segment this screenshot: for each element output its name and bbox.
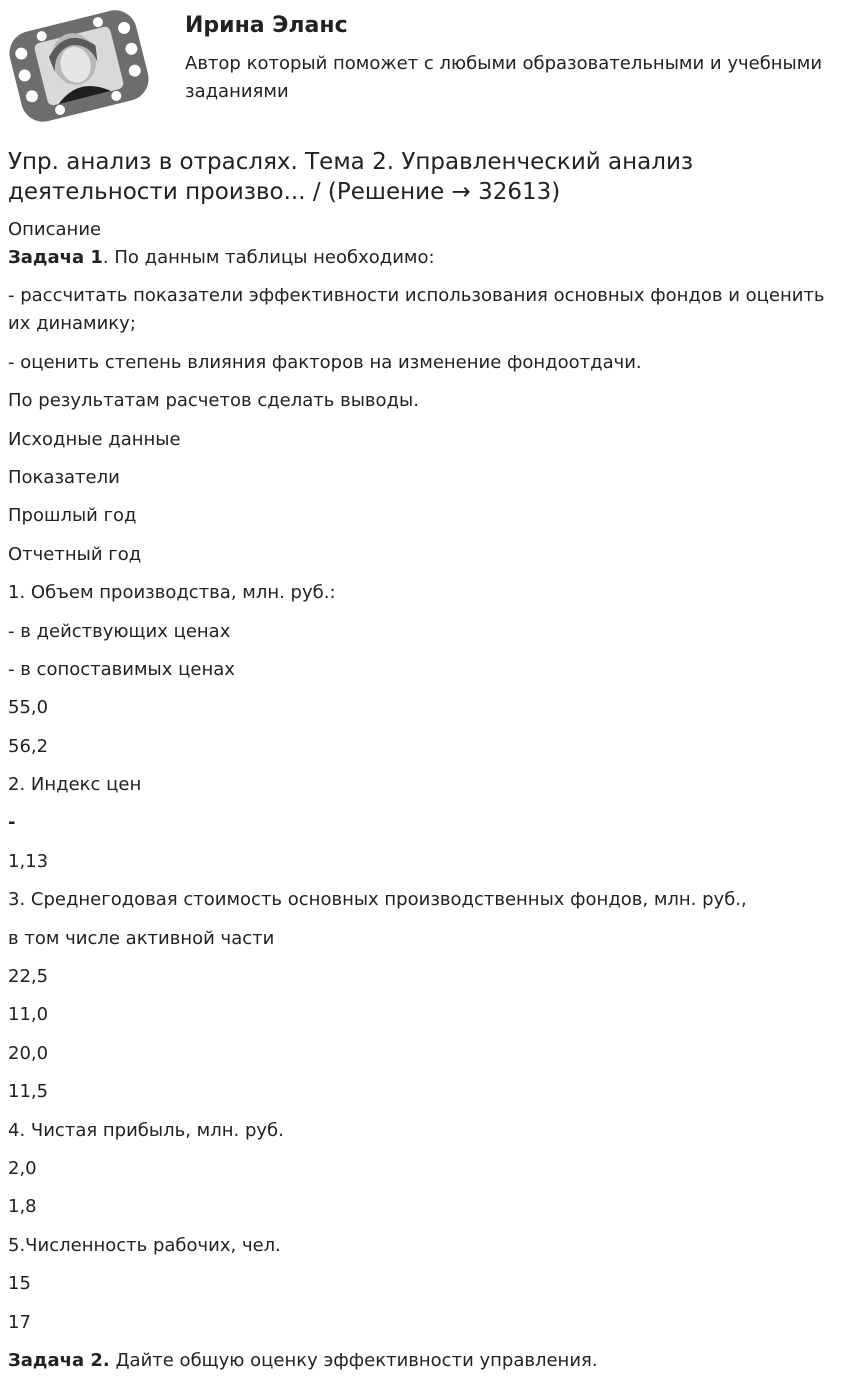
content-line: 5.Численность рабочих, чел. bbox=[8, 1234, 281, 1256]
description-label: Описание bbox=[8, 219, 102, 240]
task2-label: Задача 2. bbox=[8, 1349, 110, 1371]
content-line: - рассчитать показатели эффективности использования основных фондов и оценить их динамику; bbox=[8, 285, 825, 335]
content-line: - оценить степень влияния факторов на изменение фондоотдачи. bbox=[8, 351, 642, 373]
author-header bbox=[0, 0, 847, 128]
content-line-dash: - bbox=[8, 812, 16, 834]
content-line: 2,0 bbox=[8, 1157, 37, 1179]
film-frame-portrait-icon bbox=[6, 6, 152, 126]
content-line: в том числе активной части bbox=[8, 927, 275, 949]
task2-intro bbox=[8, 1347, 828, 1375]
task-content bbox=[8, 244, 828, 1385]
content-line: 2. Индекс цен bbox=[8, 774, 142, 796]
content-line: 55,0 bbox=[8, 697, 49, 719]
content-line: 20,0 bbox=[8, 1042, 49, 1064]
content-line: 4. Чистая прибыль, млн. руб. bbox=[8, 1119, 284, 1141]
task1-label: Задача 1 bbox=[8, 247, 103, 268]
content-line: 1. Объем производства, млн. руб.: bbox=[8, 582, 336, 604]
task1-intro bbox=[8, 244, 828, 272]
content-line: 3. Среднегодовая стоимость основных производственных фондов, млн. руб., bbox=[8, 889, 747, 911]
content-line: 11,0 bbox=[8, 1004, 49, 1026]
task1-text: . По данным таблицы необходимо: bbox=[102, 247, 435, 268]
task2-text: Дайте общую оценку эффективности управления. bbox=[109, 1349, 598, 1371]
content-line: По результатам расчетов сделать выводы. bbox=[8, 390, 419, 412]
content-line: 22,5 bbox=[8, 966, 49, 988]
content-line: Показатели bbox=[8, 466, 120, 488]
author-description: Автор который поможет с любыми образовательными и учебными заданиями bbox=[185, 53, 823, 102]
content-line: 11,5 bbox=[8, 1081, 49, 1103]
content-line: 17 bbox=[8, 1311, 31, 1333]
content-line: Исходные данные bbox=[8, 428, 181, 450]
content-line: 1,8 bbox=[8, 1196, 37, 1218]
content-line: Прошлый год bbox=[8, 505, 137, 527]
content-line: - в сопоставимых ценах bbox=[8, 658, 235, 680]
content-line: 15 bbox=[8, 1273, 31, 1295]
content-line: Отчетный год bbox=[8, 543, 142, 565]
content-line: - в действующих ценах bbox=[8, 620, 231, 642]
content-line: 1,13 bbox=[8, 850, 49, 872]
content-line: 56,2 bbox=[8, 735, 49, 757]
author-name[interactable]: Ирина Эланс bbox=[185, 13, 348, 38]
page-title: Упр. анализ в отраслях. Тема 2. Управленческий анализ деятельности произво... / (Решение → 32613) bbox=[8, 149, 694, 205]
